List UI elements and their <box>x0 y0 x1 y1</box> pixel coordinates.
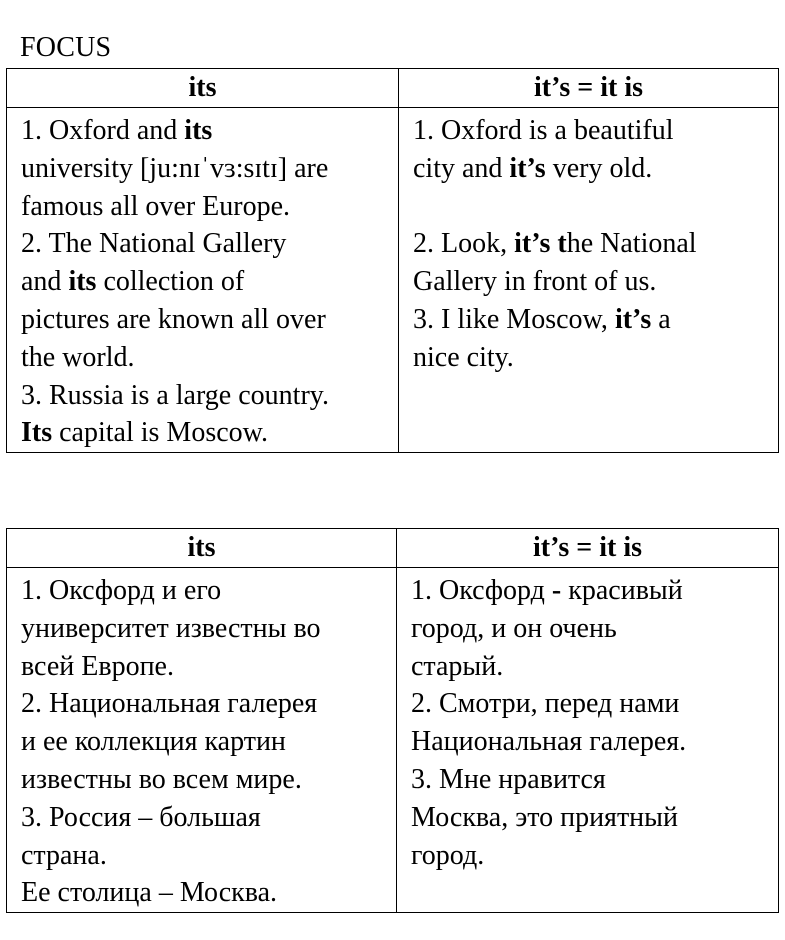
line-text: capital is Moscow. <box>52 417 269 449</box>
line-text: the world. <box>21 341 135 373</box>
header-it-is: it’s = it is <box>399 69 779 108</box>
header-it-is: it’s = it is <box>397 529 779 568</box>
content-row <box>7 568 779 913</box>
text-line <box>21 799 382 837</box>
line-text: красивый <box>561 575 683 606</box>
bold-keyword: its <box>68 266 97 298</box>
line-text: старый. <box>411 650 504 682</box>
bold-keyword: it’s <box>509 152 546 184</box>
line-text: he National <box>566 228 697 260</box>
text-line <box>411 837 764 875</box>
text-line <box>21 339 384 377</box>
header-row <box>7 69 779 108</box>
line-text: pictures are known all over <box>21 303 326 335</box>
line-text: 3. Россия – большая <box>21 801 261 833</box>
text-line <box>413 225 764 263</box>
line-text: 2. Смотри, перед нами <box>411 688 680 720</box>
line-text: известны во всем мире. <box>21 763 302 795</box>
line-text: city and <box>413 152 510 184</box>
english-comparison-table <box>6 68 779 453</box>
bold-keyword: Its <box>21 417 53 449</box>
text-line <box>411 572 764 610</box>
text-line <box>411 761 764 799</box>
line-text: and <box>21 266 69 298</box>
line-text: 3. Russia is a large country. <box>21 379 329 411</box>
russian-comparison-table <box>6 528 779 913</box>
line-text: всей Европе. <box>21 650 174 682</box>
content-row <box>7 108 779 453</box>
bold-keyword: it’s t <box>514 228 567 260</box>
header-its: its <box>7 529 397 568</box>
page-title: FOCUS <box>20 32 112 63</box>
text-line <box>21 572 382 610</box>
line-text: university [ju:nɪˈvɜ:sɪtɪ] are <box>21 152 329 184</box>
text-line <box>413 301 764 339</box>
line-text: город, и он очень <box>411 612 617 644</box>
line-text: collection of <box>96 266 245 298</box>
bold-keyword: it’s <box>614 303 652 335</box>
line-text: 3. Мне нравится <box>411 763 606 795</box>
header-row <box>7 529 779 568</box>
text-line <box>21 723 382 761</box>
its-examples-cell <box>7 108 399 453</box>
header-its: its <box>7 69 399 108</box>
it-is-examples-cell <box>399 108 779 453</box>
text-line <box>411 723 764 761</box>
text-line <box>413 188 764 226</box>
text-line <box>21 837 382 875</box>
line-text: 1. Оксфорд и его <box>21 575 222 606</box>
text-line <box>21 377 384 415</box>
text-line <box>21 263 384 301</box>
line-text: a <box>651 303 671 335</box>
line-text: 2. Национальная галерея <box>21 688 318 720</box>
text-line <box>413 112 764 150</box>
text-line <box>21 188 384 226</box>
text-line <box>413 339 764 377</box>
it-is-examples-cell <box>397 568 779 913</box>
text-line <box>21 761 382 799</box>
its-examples-cell <box>7 568 397 913</box>
line-text: и ее коллекция картин <box>21 726 286 758</box>
line-text: nice city. <box>413 341 514 373</box>
line-text: 2. Look, <box>413 228 515 260</box>
line-text: страна. <box>21 839 107 871</box>
text-line <box>21 874 382 912</box>
line-text: Национальная галерея. <box>411 726 687 758</box>
text-line <box>411 610 764 648</box>
line-text: 2. The National Gallery <box>21 228 287 260</box>
text-line <box>21 414 384 452</box>
text-line <box>21 225 384 263</box>
line-text: город. <box>411 839 485 871</box>
line-text: Gallery in front of us. <box>413 266 657 298</box>
text-line <box>21 301 384 339</box>
line-text: 1. Oxford is a beautiful <box>413 115 674 146</box>
text-line <box>21 610 382 648</box>
line-text: университет известны во <box>21 612 321 644</box>
line-text: very old. <box>545 152 653 184</box>
line-text: Ее столица – Москва. <box>21 877 278 909</box>
text-line <box>21 112 384 150</box>
line-text: Москва, это приятный <box>411 801 678 833</box>
text-line <box>21 150 384 188</box>
text-line <box>21 685 382 723</box>
text-line <box>413 263 764 301</box>
line-text: 1. Oxford and <box>21 115 185 146</box>
bold-keyword: - <box>551 575 562 606</box>
text-line <box>411 685 764 723</box>
text-line <box>413 150 764 188</box>
line-text: 3. I like Moscow, <box>413 303 615 335</box>
text-line <box>411 799 764 837</box>
text-line <box>21 648 382 686</box>
text-line <box>411 648 764 686</box>
line-text: famous all over Europe. <box>21 190 291 222</box>
line-text: 1. Оксфорд <box>411 575 552 606</box>
bold-keyword: its <box>184 115 213 146</box>
